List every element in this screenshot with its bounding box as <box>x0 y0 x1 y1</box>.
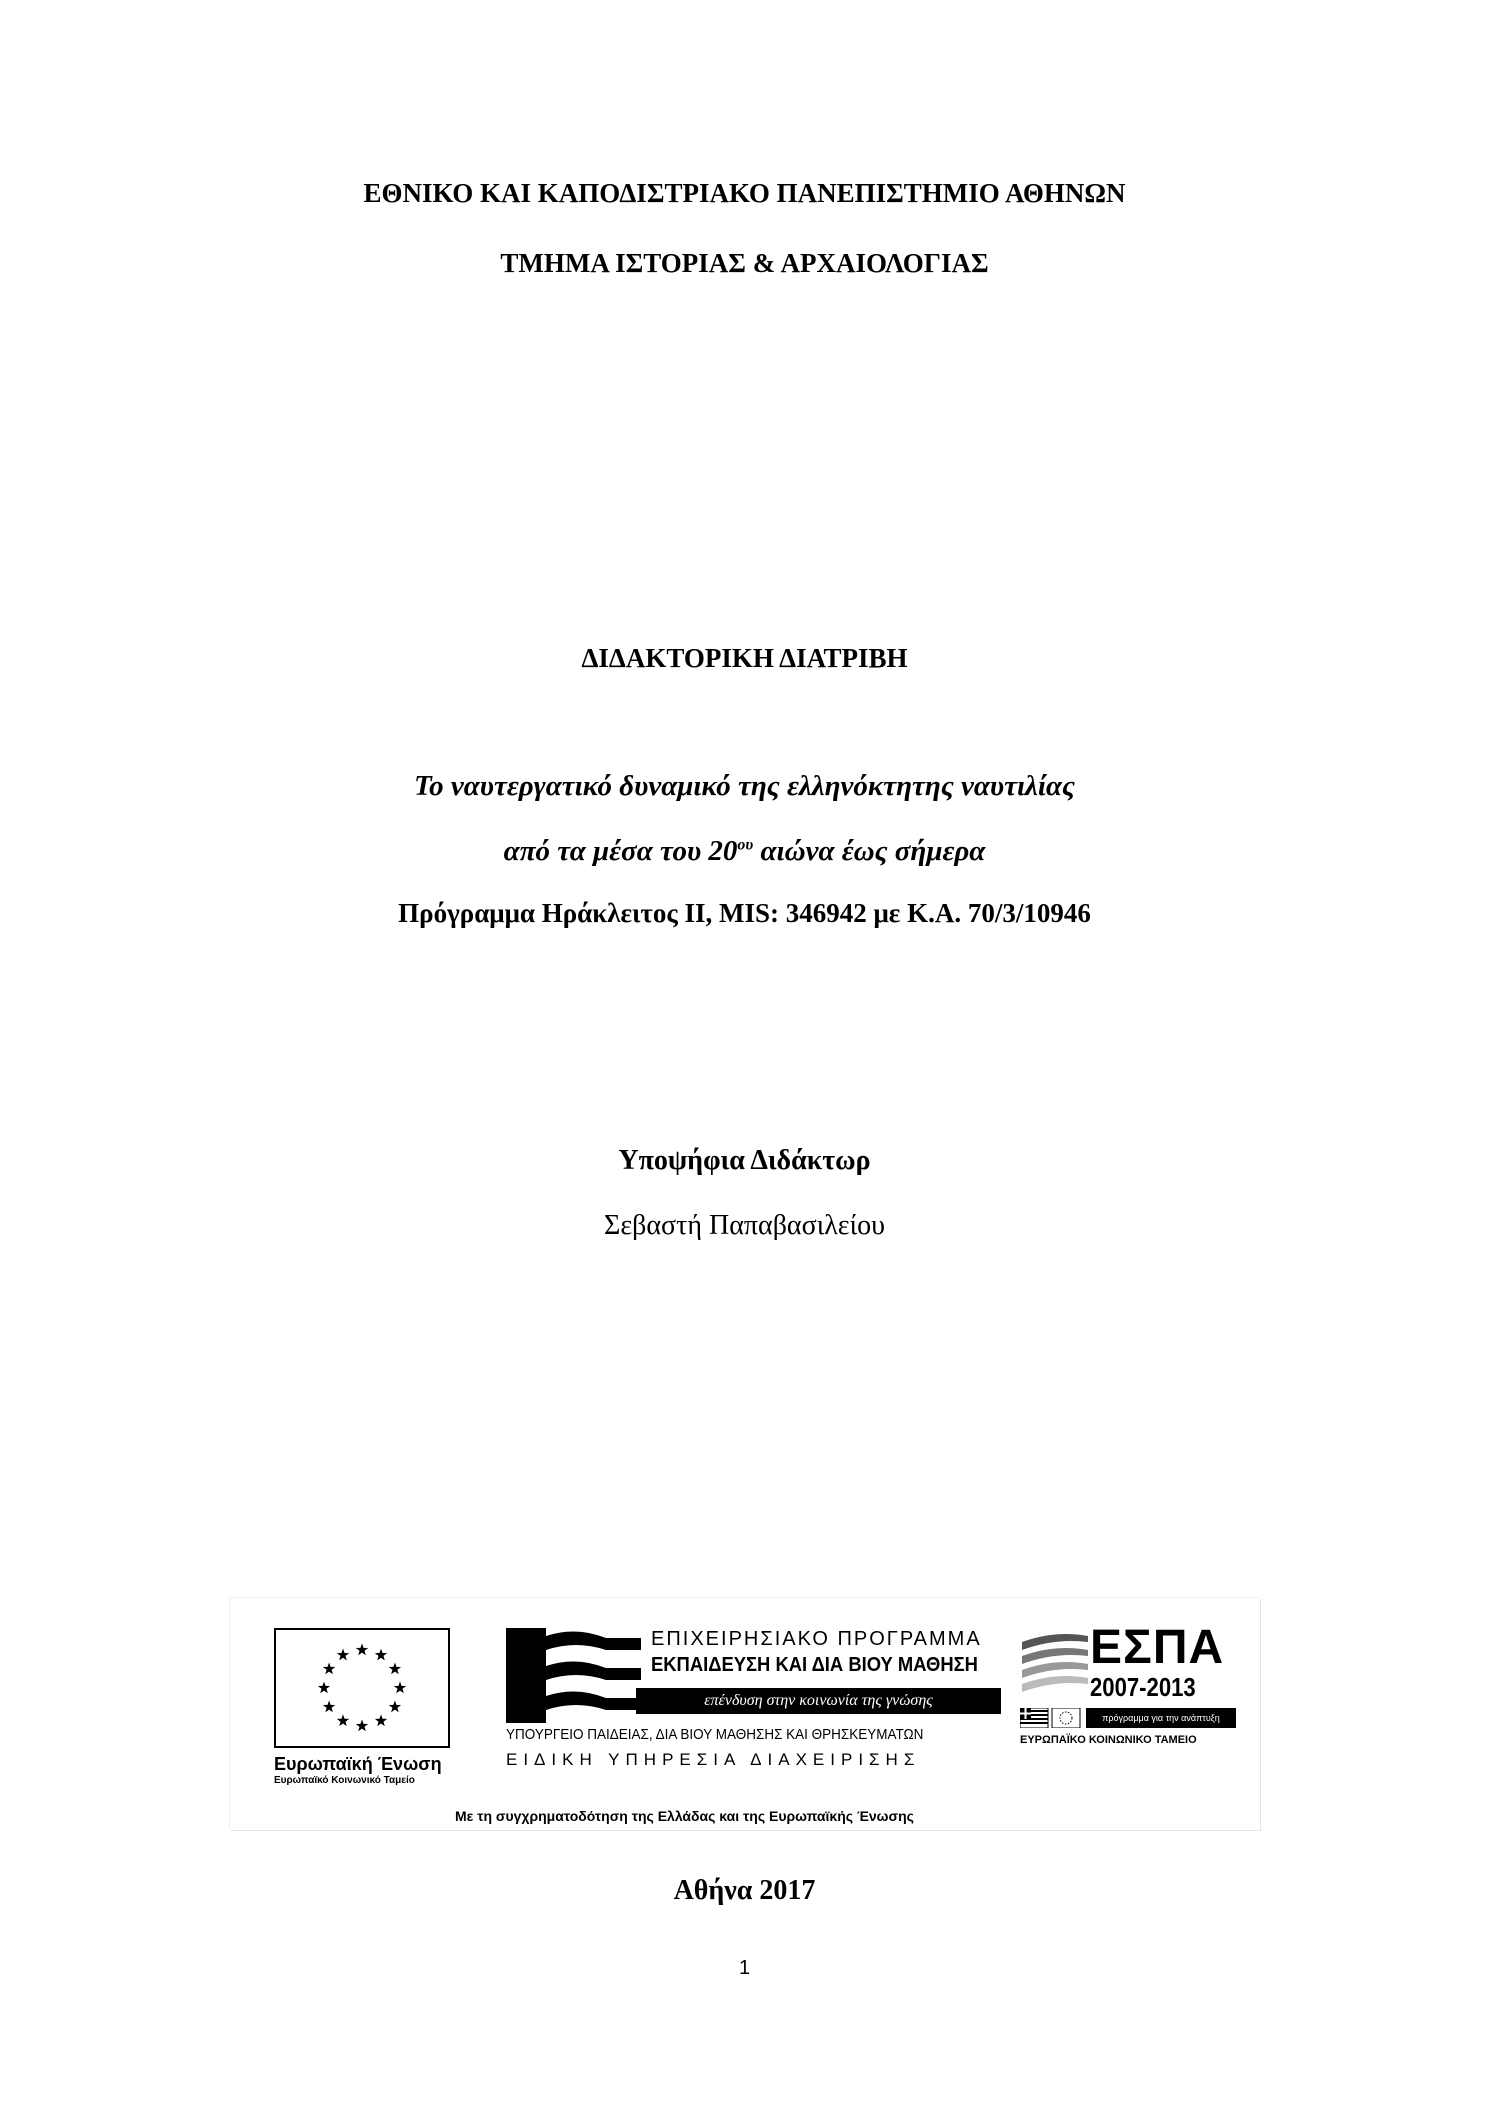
eu-flag-icon <box>274 1628 450 1748</box>
eu-star-icon <box>337 1714 349 1726</box>
thesis-title-line-2 <box>0 835 1489 868</box>
op-title-2: ΕΚΠΑΙΔΕΥΣΗ ΚΑΙ ΔΙΑ ΒΙΟΥ ΜΑΘΗΣΗ <box>651 1654 978 1676</box>
place-and-year: Αθήνα 2017 <box>673 1875 816 1906</box>
candidate-label: Υποψήφια Διδάκτωρ <box>618 1145 871 1176</box>
espa-development-label: πρόγραμμα για την ανάπτυξη <box>1086 1708 1236 1728</box>
op-slogan: επένδυση στην κοινωνία της γνώσης <box>636 1688 1001 1714</box>
document-type: ΔΙΔΑΚΤΟΡΙΚΗ ΔΙΑΤΡΙΒΗ <box>581 643 908 673</box>
candidate-name: Σεβαστή Παπαβασιλείου <box>604 1210 885 1241</box>
eu-star-icon <box>337 1649 349 1661</box>
thesis-title-line-2-start: από τα μέσα του 20 <box>503 835 738 867</box>
thesis-title-line-2-end: αιώνα έως σήμερα <box>753 835 986 867</box>
eu-star-icon <box>389 1663 401 1675</box>
eu-name: Ευρωπαϊκή Ένωση <box>274 1754 442 1774</box>
university-name: ΕΘΝΙΚΟ ΚΑΙ ΚΑΠΟΔΙΣΤΡΙΑΚΟ ΠΑΝΕΠΙΣΤΗΜΙΟ ΑΘΗΝΩΝ <box>363 178 1126 208</box>
eu-star-icon <box>394 1682 406 1694</box>
cofunding-statement: Με τη συγχρηματοδότηση της Ελλάδας και της Ευρωπαϊκής Ένωσης <box>455 1808 914 1824</box>
op-service: ΕΙΔΙΚΗ ΥΠΗΡΕΣΙΑ ΔΙΑΧΕΙΡΙΣΗΣ <box>506 1750 921 1769</box>
page-number: 1 <box>738 1957 751 1979</box>
funding-program: Πρόγραμμα Ηράκλειτος ΙΙ, MIS: 346942 με Κ.Α. 70/3/10946 <box>398 898 1091 928</box>
eu-star-icon <box>318 1682 330 1694</box>
eu-logo-block <box>274 1628 454 1786</box>
eu-star-icon <box>356 1720 368 1732</box>
eu-fund-name: Ευρωπαϊκό Κοινωνικό Ταμείο <box>274 1775 415 1786</box>
eu-star-icon <box>323 1663 335 1675</box>
department-name: ΤΜΗΜΑ ΙΣΤΟΡΙΑΣ & ΑΡΧΑΙΟΛΟΓΙΑΣ <box>500 248 989 278</box>
eu-star-icon <box>389 1701 401 1713</box>
book-logo-icon <box>506 1628 641 1723</box>
funding-banner <box>230 1598 1260 1830</box>
espa-stripes-icon <box>1020 1628 1090 1704</box>
eu-star-icon <box>323 1701 335 1713</box>
thesis-title-ordinal: ου <box>737 836 754 854</box>
op-title-1: ΕΠΙΧΕΙΡΗΣΙΑΚΟ ΠΡΟΓΡΑΜΜΑ <box>651 1628 982 1650</box>
eu-star-icon <box>375 1714 387 1726</box>
thesis-title-line-1: Το ναυτεργατικό δυναμικό της ελληνόκτητης ναυτιλίας <box>414 770 1075 802</box>
espa-name: ΕΣΠΑ <box>1090 1621 1225 1674</box>
espa-esf-label: ΕΥΡΩΠΑΪΚΟ ΚΟΙΝΩΝΙΚΟ ΤΑΜΕΙΟ <box>1020 1734 1197 1746</box>
op-ministry: ΥΠΟΥΡΓΕΙΟ ΠΑΙΔΕΙΑΣ, ΔΙΑ ΒΙΟΥ ΜΑΘΗΣΗΣ ΚΑΙ ΘΡΗΣΚΕΥΜΑΤΩΝ <box>506 1726 924 1743</box>
eu-star-icon <box>375 1649 387 1661</box>
eu-star-icon <box>356 1644 368 1656</box>
espa-years: 2007-2013 <box>1090 1672 1196 1702</box>
greek-eu-flags-icon <box>1020 1708 1082 1728</box>
